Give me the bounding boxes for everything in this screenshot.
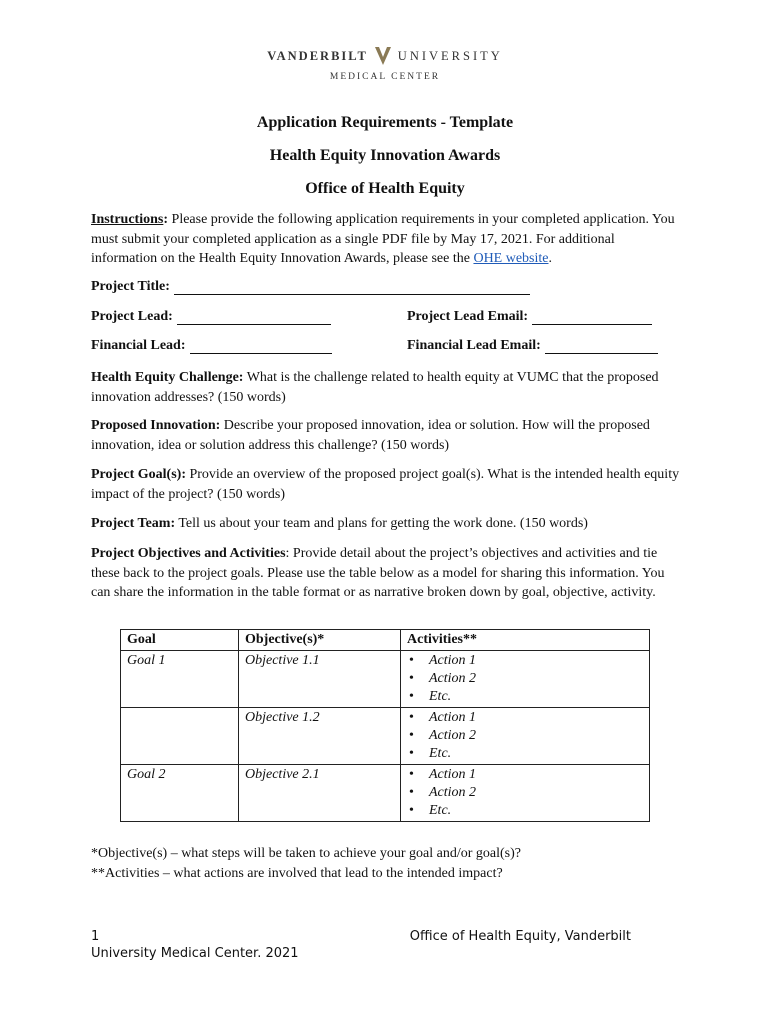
instructions-end: . <box>548 251 552 266</box>
section-text: Provide an overview of the proposed project goal(s). What is the intended health equity impact of the project? (150 words) <box>91 467 680 502</box>
section-text: Tell us about your team and plans for getting the work done. (150 words) <box>175 516 588 531</box>
table-row <box>121 651 650 708</box>
activity-item: • Action 2 <box>407 670 643 688</box>
activity-item: • Action 2 <box>407 784 643 802</box>
activities-footnote: **Activities – what actions are involved that lead to the intended impact? <box>91 866 503 881</box>
objectives-footnote: *Objective(s) – what steps will be taken to achieve your goal and/or goal(s)? <box>91 846 521 861</box>
section-text: : Provide detail about the project’s objectives and activities and tie these back to the project goals. Please use the table below as a model for sharing this information. You can share the information in the table format or as narrative broken down by goal, objective, activity. <box>91 546 665 600</box>
activities-cell <box>401 708 650 765</box>
activity-item: • Etc. <box>407 745 643 763</box>
financial-lead-field <box>91 338 332 354</box>
project-lead-email-field <box>407 309 652 325</box>
ohe-website-link[interactable]: OHE website <box>473 251 549 266</box>
objective-cell: Objective 1.1 <box>239 651 401 708</box>
goal-cell <box>121 708 239 765</box>
section-label: Proposed Innovation: <box>91 418 221 433</box>
section-text: Describe your proposed innovation, idea or solution. How will the proposed innovation, idea or solution address this challenge? (150 words) <box>91 418 650 453</box>
activity-item: • Etc. <box>407 802 643 820</box>
table-header-row <box>121 630 650 651</box>
goal-cell: Goal 2 <box>121 765 239 822</box>
document-subtitle: Health Equity Innovation Awards <box>269 147 501 164</box>
health-equity-challenge-section <box>91 368 681 407</box>
section-label: Project Objectives and Activities <box>91 546 286 561</box>
project-goals-section <box>91 465 681 504</box>
logo-subtitle: MEDICAL CENTER <box>329 72 441 82</box>
project-lead-email-label: Project Lead Email: <box>407 309 529 324</box>
instructions-paragraph: Instructions: Please provide the following application requirements in your completed application. You must submit your completed application as a single PDF file by May 17, 2021. For additional information on the Health Equity Innovation Awards, please see the OHE website. <box>91 212 675 266</box>
footer-right-text: Office of Health Equity, Vanderbilt <box>409 929 631 944</box>
document-title: Application Requirements - Template <box>256 114 514 131</box>
project-title-label: Project Title: <box>91 279 170 294</box>
project-title-field <box>91 279 530 295</box>
financial-lead-label: Financial Lead: <box>91 338 186 353</box>
oak-leaf-v-icon <box>374 46 392 66</box>
project-lead-input[interactable] <box>177 311 331 325</box>
logo-right-text: UNIVERSITY <box>397 48 503 63</box>
activity-item: • Action 2 <box>407 727 643 745</box>
activity-item: • Action 1 <box>407 709 643 727</box>
financial-lead-input[interactable] <box>190 340 332 354</box>
project-lead-email-input[interactable] <box>532 311 652 325</box>
logo-left-text: VANDERBILT <box>267 48 368 63</box>
goal-cell: Goal 1 <box>121 651 239 708</box>
header-activities: Activities** <box>401 630 650 651</box>
project-team-section <box>91 514 681 534</box>
office-title: Office of Health Equity <box>305 180 465 197</box>
instructions-label: Instructions <box>91 212 164 227</box>
financial-lead-email-input[interactable] <box>545 340 658 354</box>
footer-line2: University Medical Center. 2021 <box>91 946 299 961</box>
activity-item: • Action 1 <box>407 652 643 670</box>
objectives-table <box>120 629 650 822</box>
table-row <box>121 765 650 822</box>
objectives-activities-section <box>91 544 681 603</box>
table-row <box>121 708 650 765</box>
project-title-input[interactable] <box>174 281 530 295</box>
financial-lead-email-field <box>407 338 658 354</box>
proposed-innovation-section <box>91 416 681 455</box>
objective-cell: Objective 2.1 <box>239 765 401 822</box>
activity-item: • Etc. <box>407 688 643 706</box>
project-lead-field <box>91 309 331 325</box>
page-number: 1 <box>91 929 100 944</box>
activities-cell <box>401 651 650 708</box>
header-objectives: Objective(s)* <box>239 630 401 651</box>
section-label: Project Goal(s): <box>91 467 186 482</box>
section-text: What is the challenge related to health equity at VUMC that the proposed innovation addresses? (150 words) <box>91 370 659 405</box>
project-lead-label: Project Lead: <box>91 309 173 324</box>
activity-item: • Action 1 <box>407 766 643 784</box>
header-goal: Goal <box>121 630 239 651</box>
vumc-logo <box>0 46 770 82</box>
page-footer <box>91 928 631 962</box>
instructions-text: Please provide the following application requirements in your completed application. You must submit your completed application as a single PDF file by May 17, 2021. For additional information on the Health Equity Innovation Awards, please see the <box>91 212 675 266</box>
financial-lead-email-label: Financial Lead Email: <box>407 338 541 353</box>
section-label: Health Equity Challenge: <box>91 370 244 385</box>
activities-cell <box>401 765 650 822</box>
objective-cell: Objective 1.2 <box>239 708 401 765</box>
section-label: Project Team: <box>91 516 176 531</box>
